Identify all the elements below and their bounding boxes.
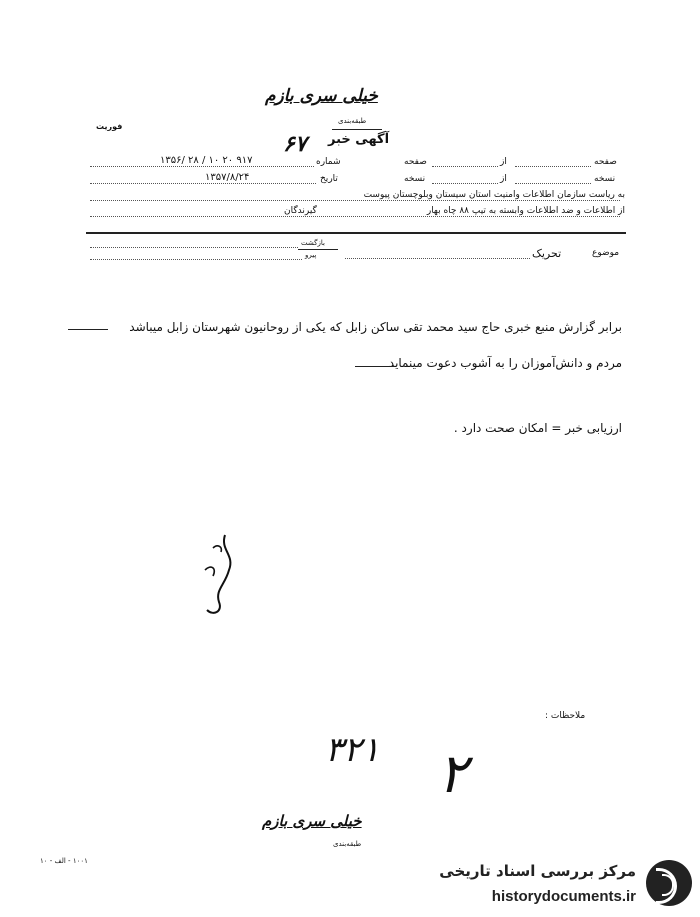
copy2-label: نسخه — [404, 174, 426, 184]
number-value: ۱۳۵۶/ ۲۸ / ۱۰ ۲۰ ۹۱۷ — [160, 155, 253, 166]
handwritten-number: ۳۲۱ — [325, 730, 380, 770]
body-line-2: مردم و دانش‌آموزان را به آشوب دعوت مینماید — [388, 356, 622, 370]
subject-dots — [345, 258, 530, 259]
recipients-label: گیرندگان — [284, 206, 317, 216]
follow-label: پیرو — [305, 251, 317, 259]
handwritten-title-number: ۶۷ — [283, 131, 307, 157]
subject-label: موضوع — [592, 248, 620, 258]
return-dots — [90, 247, 298, 248]
copy-dots — [515, 183, 591, 184]
classification-stamp-bottom: خیلی سری بازم — [262, 812, 362, 830]
page-label: صفحه — [594, 157, 617, 167]
copy-label: نسخه — [594, 174, 616, 184]
document-title: آگهی خبر — [328, 132, 390, 147]
to-line: به ریاست سازمان اطلاعات وامنیت استان سیستان وبلوچستان پیوست — [363, 190, 625, 200]
watermark-title: مرکز بررسی اسناد تاریخی — [439, 862, 636, 880]
body-line-2-fill — [355, 366, 395, 367]
watermark — [404, 850, 700, 917]
classification-underline — [332, 129, 382, 130]
header-separator — [86, 232, 626, 234]
return-follow-divider — [298, 249, 338, 250]
return-label: بازگشت — [301, 239, 325, 247]
date-label: تاریخ — [320, 174, 338, 184]
watermark-logo — [646, 860, 692, 906]
form-code: ۱۰۰۱ - الف - ۱۰ — [40, 857, 88, 865]
classification-label: طبقه‌بندی — [338, 117, 367, 125]
date-dots — [90, 183, 316, 184]
number-dots — [90, 166, 314, 167]
number-label: شماره — [316, 157, 341, 167]
from-dots-line — [90, 216, 620, 217]
evaluation: ارزیابی خبر = امکان صحت دارد . — [453, 421, 622, 435]
from2-dots — [432, 183, 498, 184]
date-value: ۱۳۵۷/۸/۲۴ — [205, 172, 250, 183]
from-label: از — [500, 157, 507, 167]
subject-value: تحریک — [532, 247, 562, 260]
from-dots — [432, 166, 498, 167]
watermark-url: historydocuments.ir — [491, 888, 636, 905]
page2-label: صفحه — [404, 157, 427, 167]
body-line-1-fill — [68, 329, 108, 330]
from-line: از اطلاعات و ضد اطلاعات وابسته به تیپ ۸۸ چاه بهار — [426, 206, 625, 216]
classification-stamp: خیلی سری بازم — [265, 86, 378, 106]
to-dots — [90, 200, 620, 201]
notes-label: ملاحظات : — [545, 711, 586, 721]
signature — [195, 530, 255, 620]
classification-label-bottom: طبقه‌بندی — [333, 840, 362, 848]
body-line-1: برابر گزارش منبع خبری حاج سید محمد تقی ساکن زابل که یکی از روحانیون شهرستان زابل میباشد — [129, 320, 622, 334]
urgency-label: فوریت — [96, 122, 123, 131]
follow-dots — [90, 259, 302, 260]
page-dots — [515, 166, 591, 167]
handwritten-digit: ۲ — [438, 742, 468, 805]
from2-label: از — [500, 174, 507, 184]
